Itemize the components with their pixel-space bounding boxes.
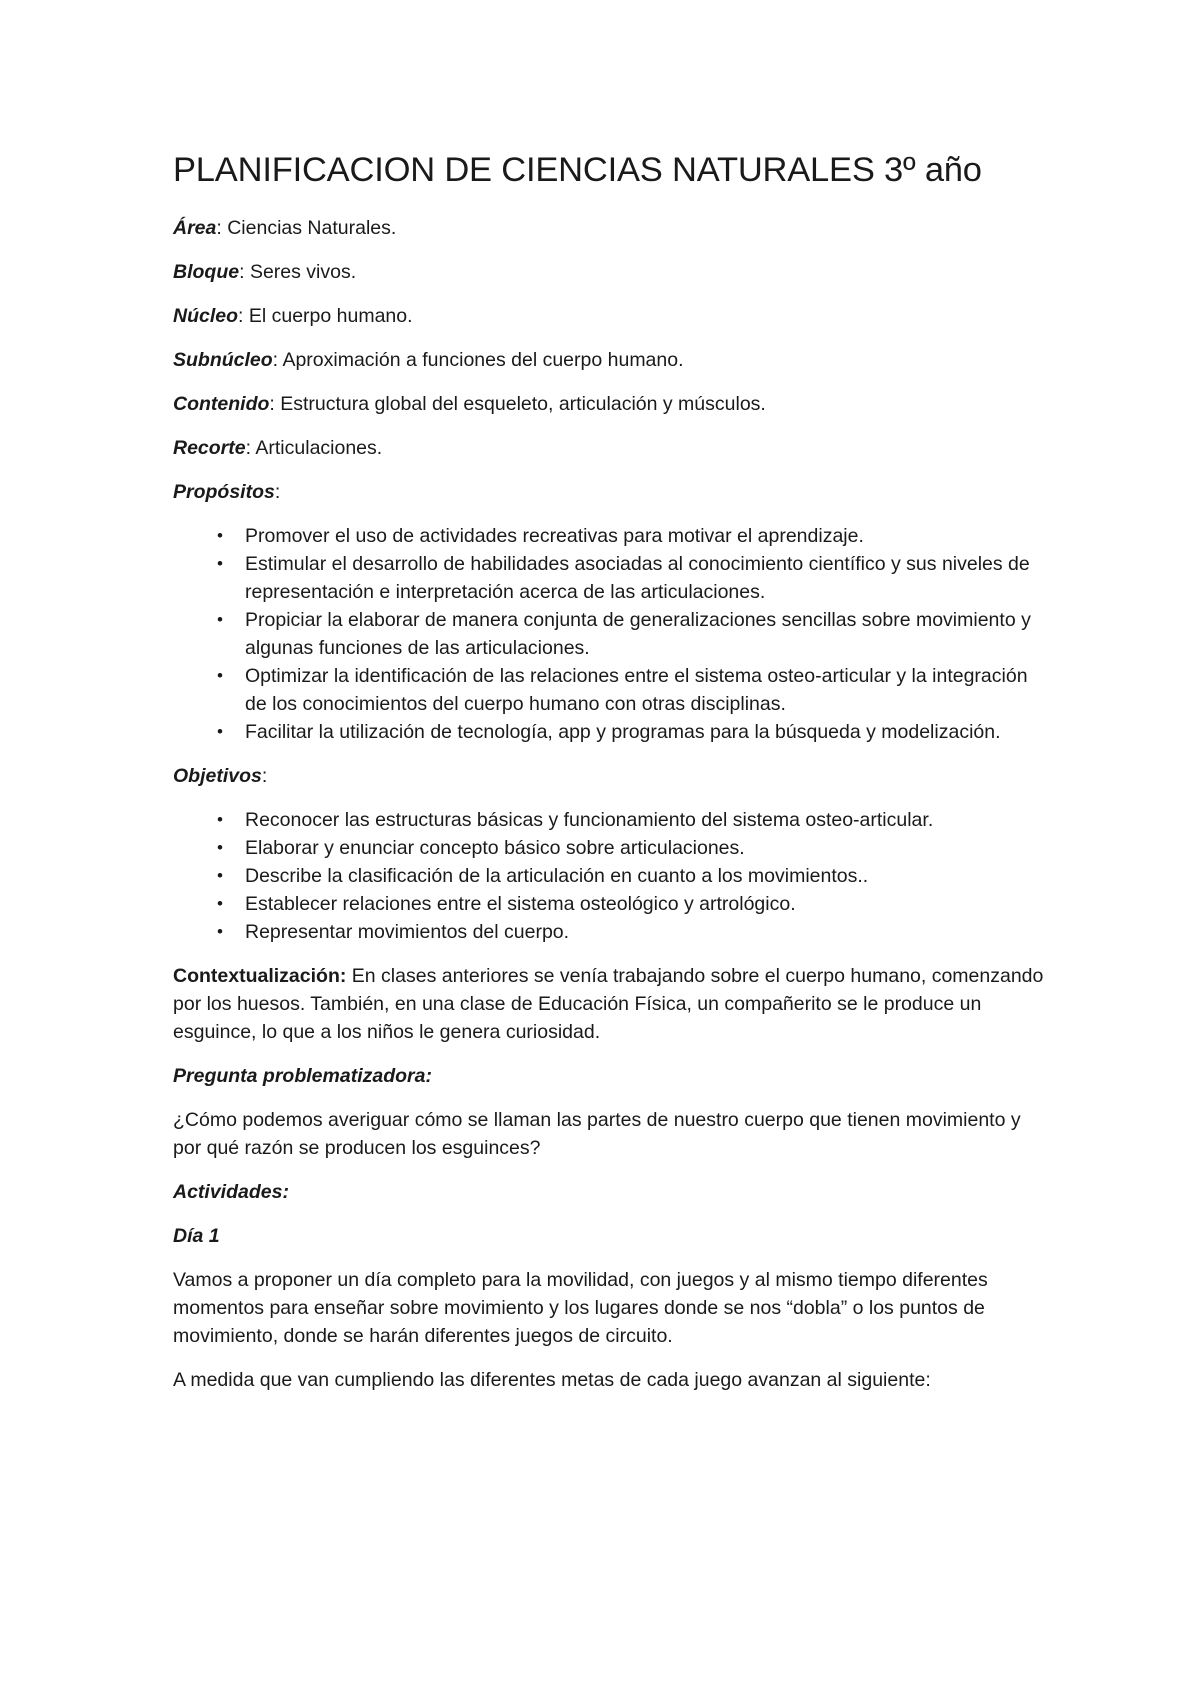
pregunta-heading: Pregunta problematizadora:	[173, 1065, 432, 1087]
list-item: • Representar movimientos del cuerpo.	[173, 918, 1053, 946]
field-area: Área: Ciencias Naturales.	[173, 217, 397, 239]
list-item: • Optimizar la identificación de las relaciones entre el sistema osteo-articular y la integración de los conocimientos del cuerpo humano con otras disciplinas.	[173, 662, 1053, 718]
field-value: Ciencias Naturales.	[227, 217, 397, 239]
field-subnucleo: Subnúcleo: Aproximación a funciones del cuerpo humano.	[173, 349, 684, 371]
list-item: • Propiciar la elaborar de manera conjunta de generalizaciones sencillas sobre movimiento y algunas funciones de las articulaciones.	[173, 606, 1053, 662]
field-value: Articulaciones.	[255, 437, 383, 459]
list-item: • Promover el uso de actividades recreativas para motivar el aprendizaje.	[173, 522, 1053, 550]
bullet-icon: •	[217, 554, 223, 573]
field-label: Recorte	[173, 437, 246, 459]
list-item: • Establecer relaciones entre el sistema osteológico y artrológico.	[173, 890, 1053, 918]
list-item: • Reconocer las estructuras básicas y funcionamiento del sistema osteo-articular.	[173, 806, 1053, 834]
actividades-paragraph-1: Vamos a proponer un día completo para la movilidad, con juegos y al mismo tiempo diferentes momentos para enseñar sobre movimiento y los lugares donde se nos “dobla” o los puntos de movimiento, donde se harán diferentes juegos de circuito.	[173, 1269, 988, 1347]
list-item: • Elaborar y enunciar concepto básico sobre articulaciones.	[173, 834, 1053, 862]
field-label: Área	[173, 217, 217, 239]
dia-1-heading: Día 1	[173, 1225, 220, 1247]
objetivos-heading: Objetivos:	[173, 765, 268, 787]
pregunta-text: ¿Cómo podemos averiguar cómo se llaman las partes de nuestro cuerpo que tienen movimiento y por qué razón se producen los esguinces?	[173, 1109, 1021, 1159]
contextualizacion-label: Contextualización:	[173, 965, 347, 987]
bullet-icon: •	[217, 722, 223, 741]
bullet-icon: •	[217, 894, 223, 913]
field-value: Seres vivos.	[249, 261, 357, 283]
bullet-icon: •	[217, 922, 223, 941]
field-label: Bloque	[173, 261, 240, 283]
field-value: El cuerpo humano.	[248, 305, 413, 327]
bullet-icon: •	[217, 866, 223, 885]
contextualizacion-paragraph: Contextualización: En clases anteriores se venía trabajando sobre el cuerpo humano, comenzando por los huesos. También, en una clase de Educación Física, un compañerito se le produce un esguince, lo que a los niños le genera curiosidad.	[173, 965, 1044, 1043]
field-value: Estructura global del esqueleto, articulación y músculos.	[280, 393, 766, 415]
field-contenido: Contenido: Estructura global del esqueleto, articulación y músculos.	[173, 393, 766, 415]
list-item: • Facilitar la utilización de tecnología, app y programas para la búsqueda y modelización.	[173, 718, 1053, 746]
field-nucleo: Núcleo: El cuerpo humano.	[173, 305, 413, 327]
bullet-icon: •	[217, 838, 223, 857]
actividades-paragraph-2: A medida que van cumpliendo las diferentes metas de cada juego avanzan al siguiente:	[173, 1369, 931, 1391]
objetivos-list	[173, 806, 1053, 946]
field-recorte: Recorte: Articulaciones.	[173, 437, 383, 459]
field-value: Aproximación a funciones del cuerpo humano.	[282, 349, 684, 371]
bullet-icon: •	[217, 810, 223, 829]
field-bloque: Bloque: Seres vivos.	[173, 261, 357, 283]
field-label: Subnúcleo	[173, 349, 273, 371]
list-item: • Estimular el desarrollo de habilidades asociadas al conocimiento científico y sus niveles de representación e interpretación acerca de las articulaciones.	[173, 550, 1053, 606]
actividades-heading: Actividades:	[173, 1181, 289, 1203]
list-item: • Describe la clasificación de la articulación en cuanto a los movimientos..	[173, 862, 1053, 890]
document-content	[173, 146, 1053, 1410]
bullet-icon: •	[217, 526, 223, 545]
bullet-icon: •	[217, 666, 223, 685]
bullet-icon: •	[217, 610, 223, 629]
propositos-heading: Propósitos:	[173, 481, 281, 503]
field-label: Núcleo	[173, 305, 239, 327]
page-title: PLANIFICACION DE CIENCIAS NATURALES 3º año	[173, 151, 982, 189]
field-label: Contenido	[173, 393, 270, 415]
propositos-list	[173, 522, 1053, 746]
